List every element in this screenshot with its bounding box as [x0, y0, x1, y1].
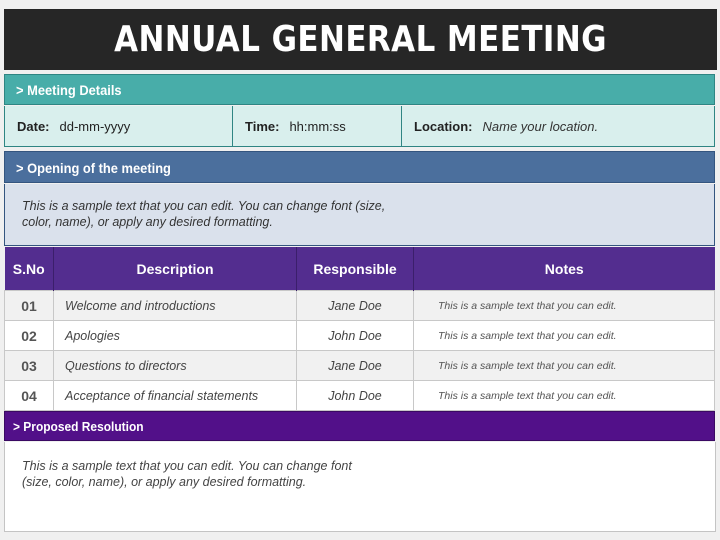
date-cell[interactable] [5, 106, 233, 146]
column-header-sno: S.No [5, 247, 54, 291]
row-responsible[interactable]: John Doe [297, 321, 414, 351]
row-sno: 03 [5, 351, 54, 381]
table-row [5, 381, 715, 411]
column-header-description: Description [54, 247, 297, 291]
row-sno: 04 [5, 381, 54, 411]
row-responsible[interactable]: John Doe [297, 381, 414, 411]
location-value[interactable]: Name your location. [482, 118, 599, 134]
column-header-notes: Notes [414, 247, 715, 291]
resolution-header [4, 411, 715, 441]
opening-header [4, 151, 715, 183]
row-sno: 01 [5, 291, 54, 321]
time-label: Time: [245, 118, 280, 134]
time-value[interactable]: hh:mm:ss [289, 118, 346, 134]
time-cell[interactable] [233, 106, 402, 146]
row-notes[interactable]: This is a sample text that you can edit. [414, 381, 715, 411]
opening-text[interactable]: This is a sample text that you can edit. You can change font (size, color, name), or apply any desired formatting. [22, 199, 386, 229]
column-header-responsible: Responsible [297, 247, 414, 291]
location-label: Location: [414, 118, 473, 134]
meeting-details-row [4, 106, 715, 147]
row-notes[interactable]: This is a sample text that you can edit. [414, 351, 715, 381]
row-responsible[interactable]: Jane Doe [297, 351, 414, 381]
date-value[interactable]: dd-mm-yyyy [59, 118, 131, 134]
table-row [5, 351, 715, 381]
row-responsible[interactable]: Jane Doe [297, 291, 414, 321]
resolution-heading: > Proposed Resolution [13, 419, 144, 434]
agenda-header-row [5, 247, 715, 291]
meeting-details-header [4, 74, 715, 105]
row-notes[interactable]: This is a sample text that you can edit. [414, 321, 715, 351]
table-row [5, 291, 715, 321]
row-notes[interactable]: This is a sample text that you can edit. [414, 291, 715, 321]
resolution-body[interactable] [4, 442, 716, 532]
table-row [5, 321, 715, 351]
date-label: Date: [17, 118, 50, 134]
row-description[interactable]: Welcome and introductions [54, 291, 297, 321]
resolution-text[interactable]: This is a sample text that you can edit. You can change font (size, color, name), or apply any desired formatting. [22, 459, 352, 489]
opening-heading: > Opening of the meeting [16, 160, 171, 176]
meeting-details-heading: > Meeting Details [16, 82, 122, 98]
row-description[interactable]: Questions to directors [54, 351, 297, 381]
row-description[interactable]: Apologies [54, 321, 297, 351]
row-description[interactable]: Acceptance of financial statements [54, 381, 297, 411]
page-title-text: ANNUAL GENERAL MEETING [114, 19, 607, 60]
agenda-table [4, 247, 715, 411]
location-cell[interactable] [402, 106, 714, 146]
row-sno: 02 [5, 321, 54, 351]
opening-body[interactable] [4, 184, 715, 246]
page-title [4, 9, 717, 70]
